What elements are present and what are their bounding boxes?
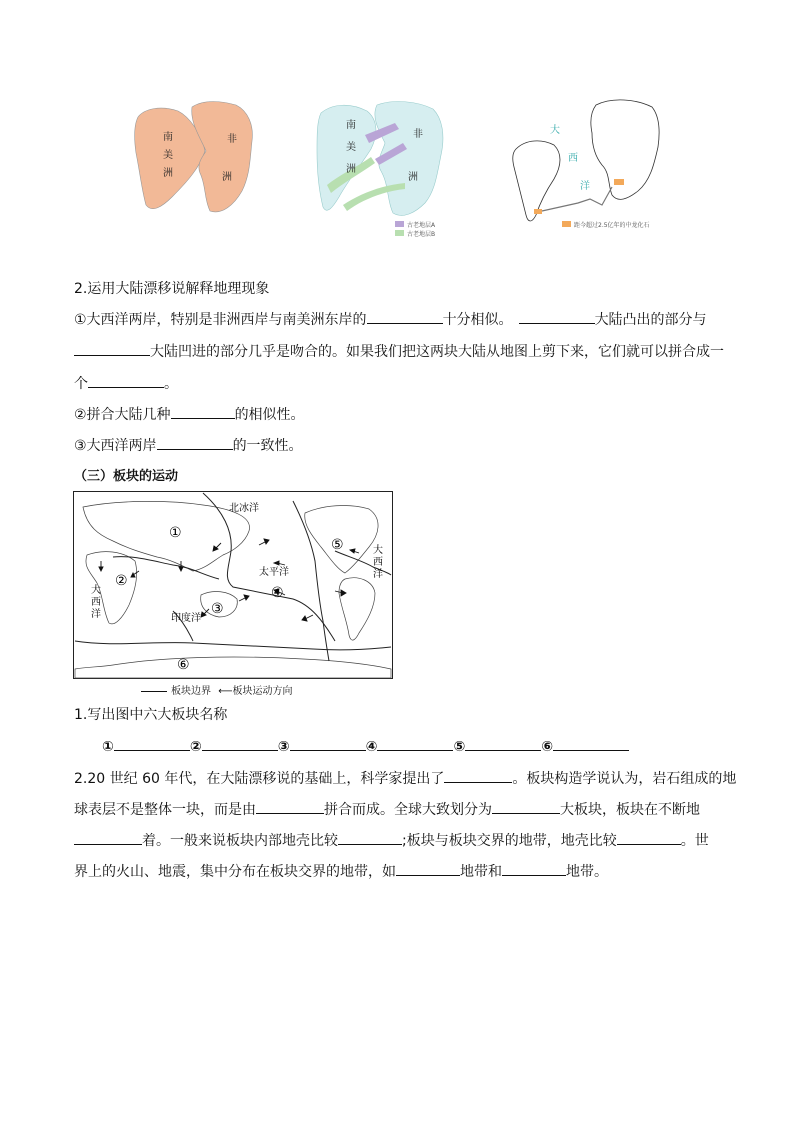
arrow-left-icon: ⟵ [218,686,233,697]
text-run: 着。一般来说板块内部地壳比较 [142,833,338,849]
fossil-marker [614,179,624,185]
text-run: 十分相似。 [442,312,513,328]
plate-number: ① [102,739,114,755]
text-run: ②拼合大陆几种 [74,407,171,423]
text-run: 的相似性。 [234,407,305,423]
answer-blank[interactable] [519,309,595,324]
text-run: 大陆凹进的部分几乎是吻合的。如果我们把这两块大陆从地图上剪下来，它们就可以拼合成一 [150,344,724,360]
answer-blank[interactable] [171,404,235,419]
section-2-line-2 [74,341,724,362]
answer-blank[interactable] [617,830,681,845]
atlantic-right-char-1: 大 [373,545,383,556]
fossil-marker [534,209,542,214]
legend-a-label: 古老地层A [407,222,436,229]
section-2-line-1 [74,309,707,330]
answer-blank[interactable] [74,341,150,356]
text-run: 。世 [680,833,709,849]
plate-5-label: ⑤ [331,537,344,553]
atlantic-right-char-3: 洋 [373,569,383,580]
text-run: 2.20 世纪 60 年代，在大陆漂移说的基础上，科学家提出了 [74,771,445,787]
plate-number: ⑥ [541,739,554,755]
plate-4-label: ④ [271,585,284,601]
answer-blank[interactable] [502,861,566,876]
af-char-1: 非 [413,129,423,140]
plate-6-label: ⑥ [177,657,190,673]
answer-blank[interactable] [367,309,443,324]
plate-number: ② [189,739,202,755]
arctic-label: 北冰洋 [229,503,259,514]
af-char-2: 洲 [408,172,418,183]
ocean-char-1: 大 [550,125,560,136]
answer-blank[interactable] [465,736,541,751]
figure-rock-strata [313,95,453,240]
ocean-char-2: 西 [568,153,578,164]
text-run: ①大西洋两岸，特别是非洲西岸与南美洲东岸的 [74,312,367,328]
text-run: 大板块，板块在不断地 [560,802,700,818]
q2-line-3 [74,830,709,851]
q2-line-2 [74,799,700,820]
answer-blank[interactable] [338,830,402,845]
text-run: 地带和 [460,864,502,880]
plate-2-label: ② [115,573,128,589]
legend-swatch [562,221,571,227]
indian-label: 印度洋 [171,613,201,624]
atlantic-left-char-3: 洋 [91,609,101,620]
text-run: 。 [164,376,178,392]
answer-blank[interactable] [377,736,453,751]
answer-blank[interactable] [492,799,560,814]
text-run: 拼合而成。全球大致划分为 [324,802,492,818]
motion-legend-label: 板块运动方向 [232,686,293,697]
answer-blank[interactable] [88,373,164,388]
answer-blank[interactable] [444,768,512,783]
legend-a-swatch [395,221,404,227]
boundary-legend-line [141,691,167,692]
text-run: 球表层不是整体一块，而是由 [74,802,256,818]
answer-blank[interactable] [290,736,366,751]
africa-shape [591,100,659,199]
text-run: 大陆凸出的部分与 [594,312,707,328]
atlantic-right-char-2: 西 [373,557,383,568]
answer-blank[interactable] [256,799,324,814]
fossil-link-line [542,187,612,211]
answer-blank[interactable] [157,435,233,450]
legend-b-label: 古老地层B [407,231,436,238]
q1-title: 1.写出图中六大板块名称 [74,707,228,723]
text-run: 地带。 [566,864,608,880]
sa-char-3: 洲 [163,168,173,179]
map-legend [141,682,293,697]
plate-number: ⑤ [453,739,466,755]
sa-char-3: 洲 [346,164,356,175]
figure-pangaea-fit [130,95,260,220]
q2-line-1 [74,768,736,789]
text-run: ③大西洋两岸 [74,438,157,454]
q1-answer-row [102,736,629,757]
plate-map [73,491,393,679]
ocean-char-3: 洋 [580,181,590,192]
legend-label: 距今超过2.5亿年的中龙化石 [574,222,650,229]
af-char-1: 非 [227,134,237,145]
text-run: 界上的火山、地震，集中分布在板块交界的地带，如 [74,864,396,880]
sa-char-2: 美 [163,150,173,161]
answer-blank[interactable] [202,736,278,751]
text-run: ;板块与板块交界的地带，地壳比较 [402,833,617,849]
atlantic-left-char-2: 西 [91,597,101,608]
plate-3-label: ③ [211,601,224,617]
section-2-line-5 [74,435,303,456]
text-run: 个 [74,376,88,392]
plate-number: ④ [365,739,378,755]
q2-line-4 [74,861,608,882]
figure-fossil-distribution [508,95,668,240]
plate-1-label: ① [169,525,182,541]
plate-number: ③ [277,739,290,755]
af-char-2: 洲 [222,172,232,183]
section-2-title: 2.运用大陆漂移说解释地理现象 [74,281,270,297]
atlantic-left-char-1: 大 [91,585,101,596]
answer-blank[interactable] [74,830,142,845]
section-2-line-4 [74,404,305,425]
sa-char-2: 美 [346,142,356,153]
section-3-heading: （三）板块的运动 [74,469,179,484]
section-2-line-3 [74,373,178,394]
sa-char-1: 南 [346,120,356,131]
answer-blank[interactable] [396,861,460,876]
text-run: 。板块构造学说认为，岩石组成的地 [512,771,737,787]
pacific-label: 太平洋 [259,567,289,578]
legend-b-swatch [395,230,404,236]
sa-char-1: 南 [163,132,173,143]
boundary-legend-label: 板块边界 [171,686,211,697]
answer-blank[interactable] [114,736,190,751]
answer-blank[interactable] [553,736,629,751]
text-run: 的一致性。 [232,438,303,454]
